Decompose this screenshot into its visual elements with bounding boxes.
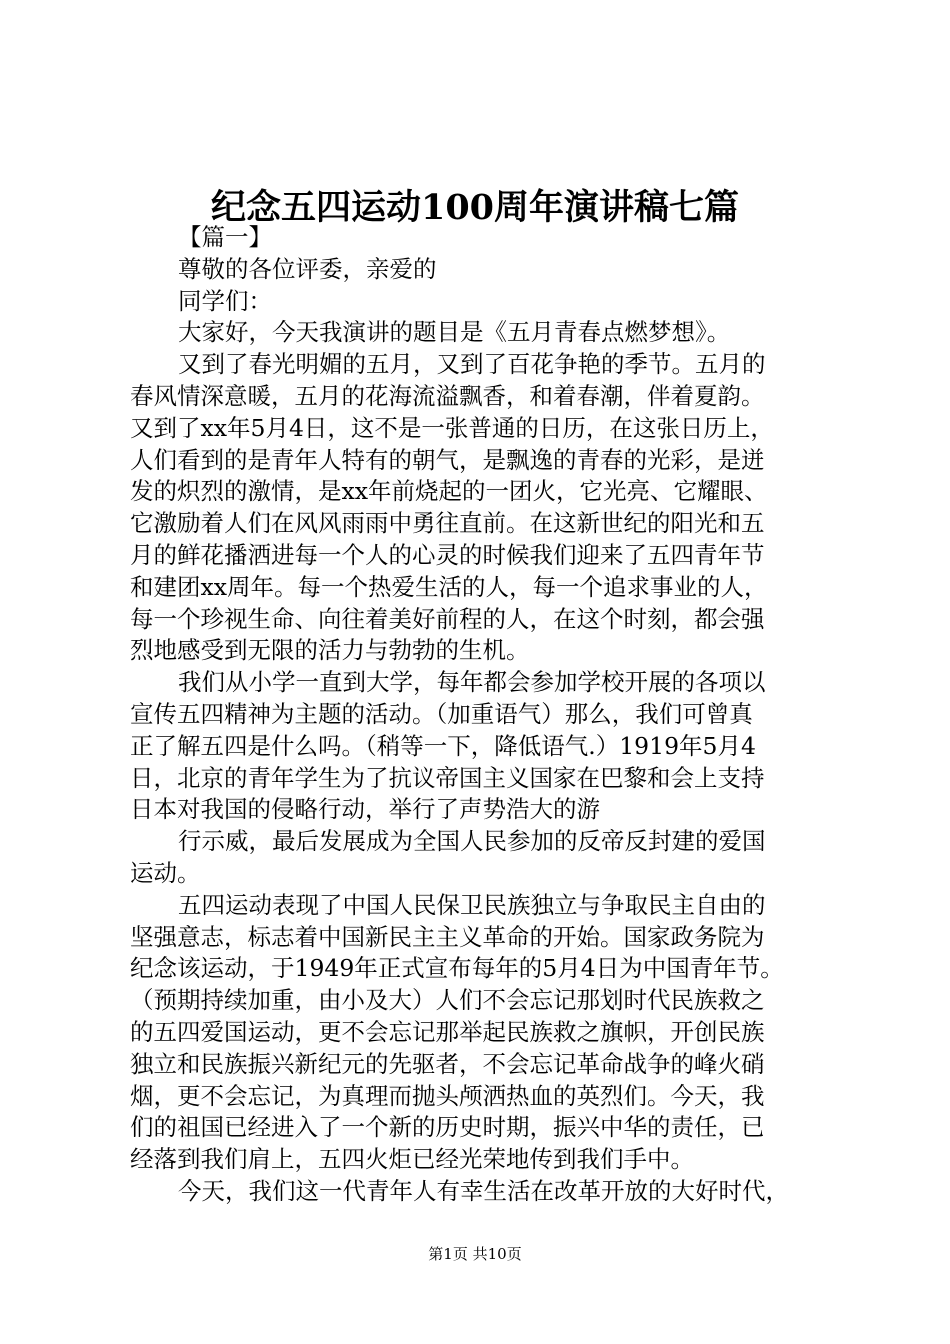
text-line: 日本对我国的侵略行动，举行了声势浩大的游 — [130, 795, 600, 824]
text-line: 今天，我们这一代青年人有幸生活在改革开放的大好时代， — [178, 1176, 789, 1205]
text-line: 宣传五四精神为主题的活动。（加重语气）那么，我们可曾真 — [130, 699, 753, 728]
text-line: 人们看到的是青年人特有的朝气，是飘逸的青春的光彩，是迸 — [130, 445, 765, 474]
text-line: 行示威，最后发展成为全国人民参加的反帝反封建的爱国 — [178, 827, 766, 856]
section-heading: 【篇一】 — [178, 223, 272, 251]
text-line: 我们从小学一直到大学，每年都会参加学校开展的各项以 — [178, 668, 766, 697]
text-line: 坚强意志，标志着中国新民主主义革命的开始。国家政务院为 — [130, 922, 765, 951]
text-line: 烈地感受到无限的活力与勃勃的生机。 — [130, 636, 530, 665]
text-line: 和建团xx周年。每一个热爱生活的人，每一个追求事业的人， — [130, 572, 768, 601]
text-line: 们的祖国已经进入了一个新的历史时期，振兴中华的责任，已 — [130, 1113, 765, 1142]
body-text — [130, 222, 840, 1208]
text-line: 的五四爱国运动，更不会忘记那举起民族救之旗帜，开创民族 — [130, 1017, 765, 1046]
page-title: 纪念五四运动100周年演讲稿七篇 — [210, 187, 740, 228]
text-line: 正了解五四是什么吗。（稍等一下，降低语气.）1919年5月4 — [130, 731, 756, 760]
text-line: 月的鲜花播洒进每一个人的心灵的时候我们迎来了五四青年节 — [130, 540, 765, 569]
text-line: 纪念该运动，于1949年正式宣布每年的5月4日为中国青年节。 — [130, 954, 784, 983]
text-line: 运动。 — [130, 858, 201, 887]
text-line: 它激励着人们在风风雨雨中勇往直前。在这新世纪的阳光和五 — [130, 509, 765, 538]
text-line: 又到了春光明媚的五月，又到了百花争艳的季节。五月的 — [178, 350, 766, 379]
text-line: 又到了xx年5月4日，这不是一张普通的日历，在这张日历上， — [130, 413, 774, 442]
text-line: 烟，更不会忘记，为真理而抛头颅洒热血的英烈们。今天，我 — [130, 1081, 765, 1110]
text-line: 每一个珍视生命、向往着美好前程的人，在这个时刻，都会强 — [130, 604, 765, 633]
page-footer: 第1页 共10页 — [428, 1245, 522, 1263]
text-line: 五四运动表现了中国人民保卫民族独立与争取民主自由的 — [178, 890, 766, 919]
text-line: （预期持续加重，由小及大）人们不会忘记那划时代民族救之 — [130, 986, 765, 1015]
text-line: 经落到我们肩上，五四火炬已经光荣地传到我们手中。 — [130, 1145, 694, 1174]
text-line: 大家好，今天我演讲的题目是《五月青春点燃梦想》。 — [178, 318, 731, 347]
text-line: 同学们： — [178, 286, 272, 315]
text-line: 尊敬的各位评委，亲爱的 — [178, 254, 437, 283]
text-line: 独立和民族振兴新纪元的先驱者，不会忘记革命战争的峰火硝 — [130, 1049, 765, 1078]
text-line: 日，北京的青年学生为了抗议帝国主义国家在巴黎和会上支持 — [130, 763, 765, 792]
text-line: 发的炽烈的激情，是xx年前烧起的一团火，它光亮、它耀眼、 — [130, 477, 768, 506]
text-line: 春风情深意暖，五月的花海流溢飘香，和着春潮，伴着夏韵。 — [130, 381, 765, 410]
